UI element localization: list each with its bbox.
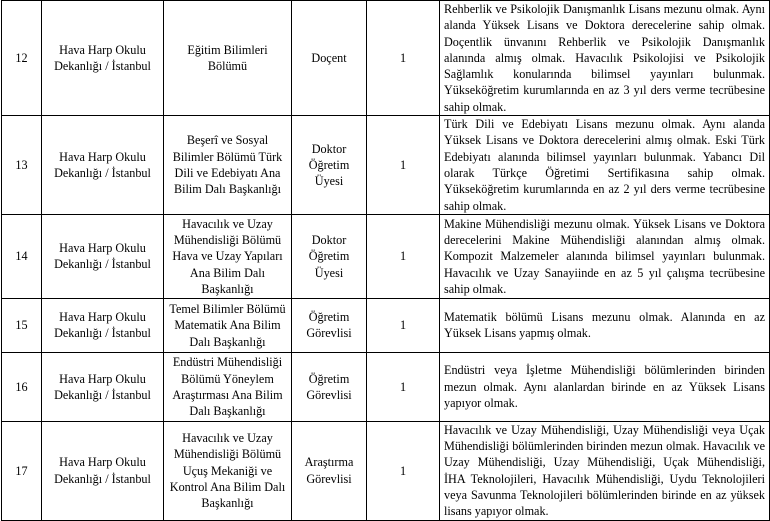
row-number: 13 [2,116,42,215]
title-cell: Doktor Öğretim Üyesi [292,116,367,215]
table-row [2,116,770,215]
title-cell: Araştırma Görevlisi [292,421,367,520]
table-row [2,421,770,520]
requirements-cell: Endüstri veya İşletme Mühendisliği bölümlerinden birinden mezun olmak. Aynı alanlardan birinde en az Yüksek Lisans yapıyor olmak. [440,352,770,421]
title-cell: Doçent [292,1,367,116]
requirements-cell: Havacılık ve Uzay Mühendisliği, Uzay Mühendisliği veya Uçak Mühendisliği bölümlerinden birinden mezun olmak. Havacılık ve Uzay Mühendisliği, Uzay Mühendisliği, Uçak Mühendisliği, İHA Teknolojileri, Havacılık Mühendisliği, Uydu Teknolojileri veya Savunma Teknolojileri bölümlerinden birinde en az yüksek lisans yapıyor olmak. [440,421,770,520]
requirements-cell: Türk Dili ve Edebiyatı Lisans mezunu olmak. Aynı alanda Yüksek Lisans ve Doktora derecelerini almış olmak. Eski Türk Edebiyatı alanında bilimsel yayınları bulunmak. Yabancı Dil olarak Türkçe Öğretimi Sertifikasına sahip olmak. Yükseköğretim kurumlarında en az 2 yıl ders verme tecrübesine sahip olmak. [440,116,770,215]
requirements-cell: Rehberlik ve Psikolojik Danışmanlık Lisans mezunu olmak. Aynı alanda Yüksek Lisans ve Doktora derecelerine sahip olmak. Doçentlik ünvanını Rehberlik ve Psikolojik Danışmanlık alanında almış olmak. Havacılık Psikolojisi ve Psikolojik Sağlamlık konularında bilimsel yayınları bulunmak. Yükseköğretim kurumlarında en az 3 yıl ders verme tecrübesine sahip olmak. [440,1,770,116]
department-cell: Havacılık ve Uzay Mühendisliği Bölümü Uçuş Mekaniği ve Kontrol Ana Bilim Dalı Başkanlığı [164,421,292,520]
department-cell: Endüstri Mühendisliği Bölümü Yöneylem Araştırması Ana Bilim Dalı Başkanlığı [164,352,292,421]
row-number: 14 [2,214,42,298]
count-cell: 1 [367,1,440,116]
row-number: 16 [2,352,42,421]
table-row [2,1,770,116]
count-cell: 1 [367,352,440,421]
table-row [2,298,770,352]
unit-cell: Hava Harp Okulu Dekanlığı / İstanbul [42,421,164,520]
unit-cell: Hava Harp Okulu Dekanlığı / İstanbul [42,352,164,421]
positions-table [1,0,770,521]
table-row [2,352,770,421]
unit-cell: Hava Harp Okulu Dekanlığı / İstanbul [42,1,164,116]
department-cell: Beşerî ve Sosyal Bilimler Bölümü Türk Dili ve Edebiyatı Ana Bilim Dalı Başkanlığı [164,116,292,215]
department-cell: Eğitim Bilimleri Bölümü [164,1,292,116]
department-cell: Temel Bilimler Bölümü Matematik Ana Bilim Dalı Başkanlığı [164,298,292,352]
row-number: 17 [2,421,42,520]
count-cell: 1 [367,421,440,520]
count-cell: 1 [367,214,440,298]
unit-cell: Hava Harp Okulu Dekanlığı / İstanbul [42,214,164,298]
row-number: 12 [2,1,42,116]
requirements-cell: Makine Mühendisliği mezunu olmak. Yüksek Lisans ve Doktora derecelerini Makine Mühendisliği alanından almış olmak. Kompozit Malzemeler alanında bilimsel yayınları bulunmak. Havacılık ve Uzay Sanayiinde en az 5 yıl çalışma tecrübesine sahip olmak. [440,214,770,298]
title-cell: Doktor Öğretim Üyesi [292,214,367,298]
requirements-cell: Matematik bölümü Lisans mezunu olmak. Alanında en az Yüksek Lisans yapmış olmak. [440,298,770,352]
table-row [2,214,770,298]
title-cell: Öğretim Görevlisi [292,352,367,421]
title-cell: Öğretim Görevlisi [292,298,367,352]
row-number: 15 [2,298,42,352]
unit-cell: Hava Harp Okulu Dekanlığı / İstanbul [42,298,164,352]
unit-cell: Hava Harp Okulu Dekanlığı / İstanbul [42,116,164,215]
count-cell: 1 [367,116,440,215]
department-cell: Havacılık ve Uzay Mühendisliği Bölümü Hava ve Uzay Yapıları Ana Bilim Dalı Başkanlığı [164,214,292,298]
count-cell: 1 [367,298,440,352]
